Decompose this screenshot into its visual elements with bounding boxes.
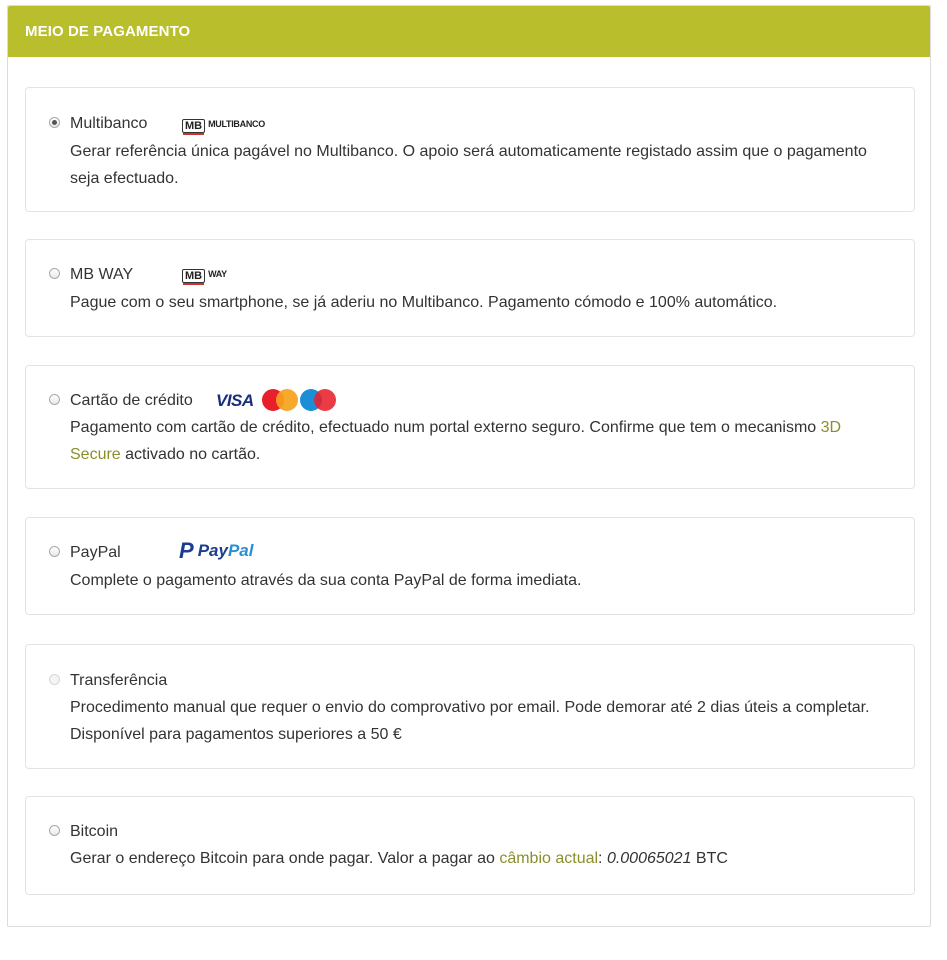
option-description: Complete o pagamento através da sua conta PayPal de forma imediata.	[70, 572, 582, 589]
option-mbway[interactable]	[25, 239, 915, 337]
option-paypal[interactable]	[25, 517, 915, 615]
option-description: Gerar o endereço Bitcoin para onde pagar. Valor a pagar ao câmbio actual: 0.00065021 BTC	[70, 850, 728, 867]
option-title: MB WAY	[70, 266, 134, 283]
option-bitcoin[interactable]	[25, 796, 915, 895]
option-title: Bitcoin	[70, 823, 119, 840]
paypal-logo: P PayPal	[179, 538, 254, 563]
mastercard-maestro-icon	[262, 389, 340, 411]
option-title: PayPal	[70, 544, 121, 561]
visa-logo: VISA	[216, 391, 254, 410]
exchange-rate-link[interactable]: câmbio actual	[499, 850, 599, 867]
mbway-logo: MB WAY	[182, 266, 227, 284]
option-credit-card[interactable]	[25, 365, 915, 489]
option-title: Multibanco	[70, 115, 148, 132]
option-title: Transferência	[70, 672, 168, 689]
3d-secure-link[interactable]: 3D Secure	[70, 419, 842, 463]
panel-title: MEIO DE PAGAMENTO	[8, 6, 930, 57]
payment-method-panel	[7, 5, 931, 927]
option-title: Cartão de crédito	[70, 392, 193, 409]
bank-transfer-radio[interactable]	[49, 674, 60, 685]
credit-card-radio[interactable]	[49, 394, 60, 405]
mbway-radio[interactable]	[49, 268, 60, 279]
btc-amount: 0.00065021	[606, 850, 692, 867]
option-description: Gerar referência única pagável no Multibanco. O apoio será automaticamente registado assim que o pagamento seja efectuado.	[70, 143, 867, 187]
card-brands-logo	[216, 389, 340, 411]
option-description: Procedimento manual que requer o envio do comprovativo por email. Pode demorar até 2 dias úteis a completar. Disponível para pagamentos superiores a 50 €	[70, 699, 870, 743]
paypal-radio[interactable]	[49, 546, 60, 557]
option-multibanco[interactable]	[25, 87, 915, 212]
bitcoin-radio[interactable]	[49, 825, 60, 836]
multibanco-logo: MB MULTIBANCO	[182, 116, 265, 134]
multibanco-radio[interactable]	[49, 117, 60, 128]
option-bank-transfer[interactable]	[25, 644, 915, 769]
option-description: Pague com o seu smartphone, se já aderiu no Multibanco. Pagamento cómodo e 100% automático.	[70, 294, 778, 311]
option-description: Pagamento com cartão de crédito, efectuado num portal externo seguro. Confirme que tem o mecanismo 3D Secure activado no cartão.	[70, 419, 842, 463]
